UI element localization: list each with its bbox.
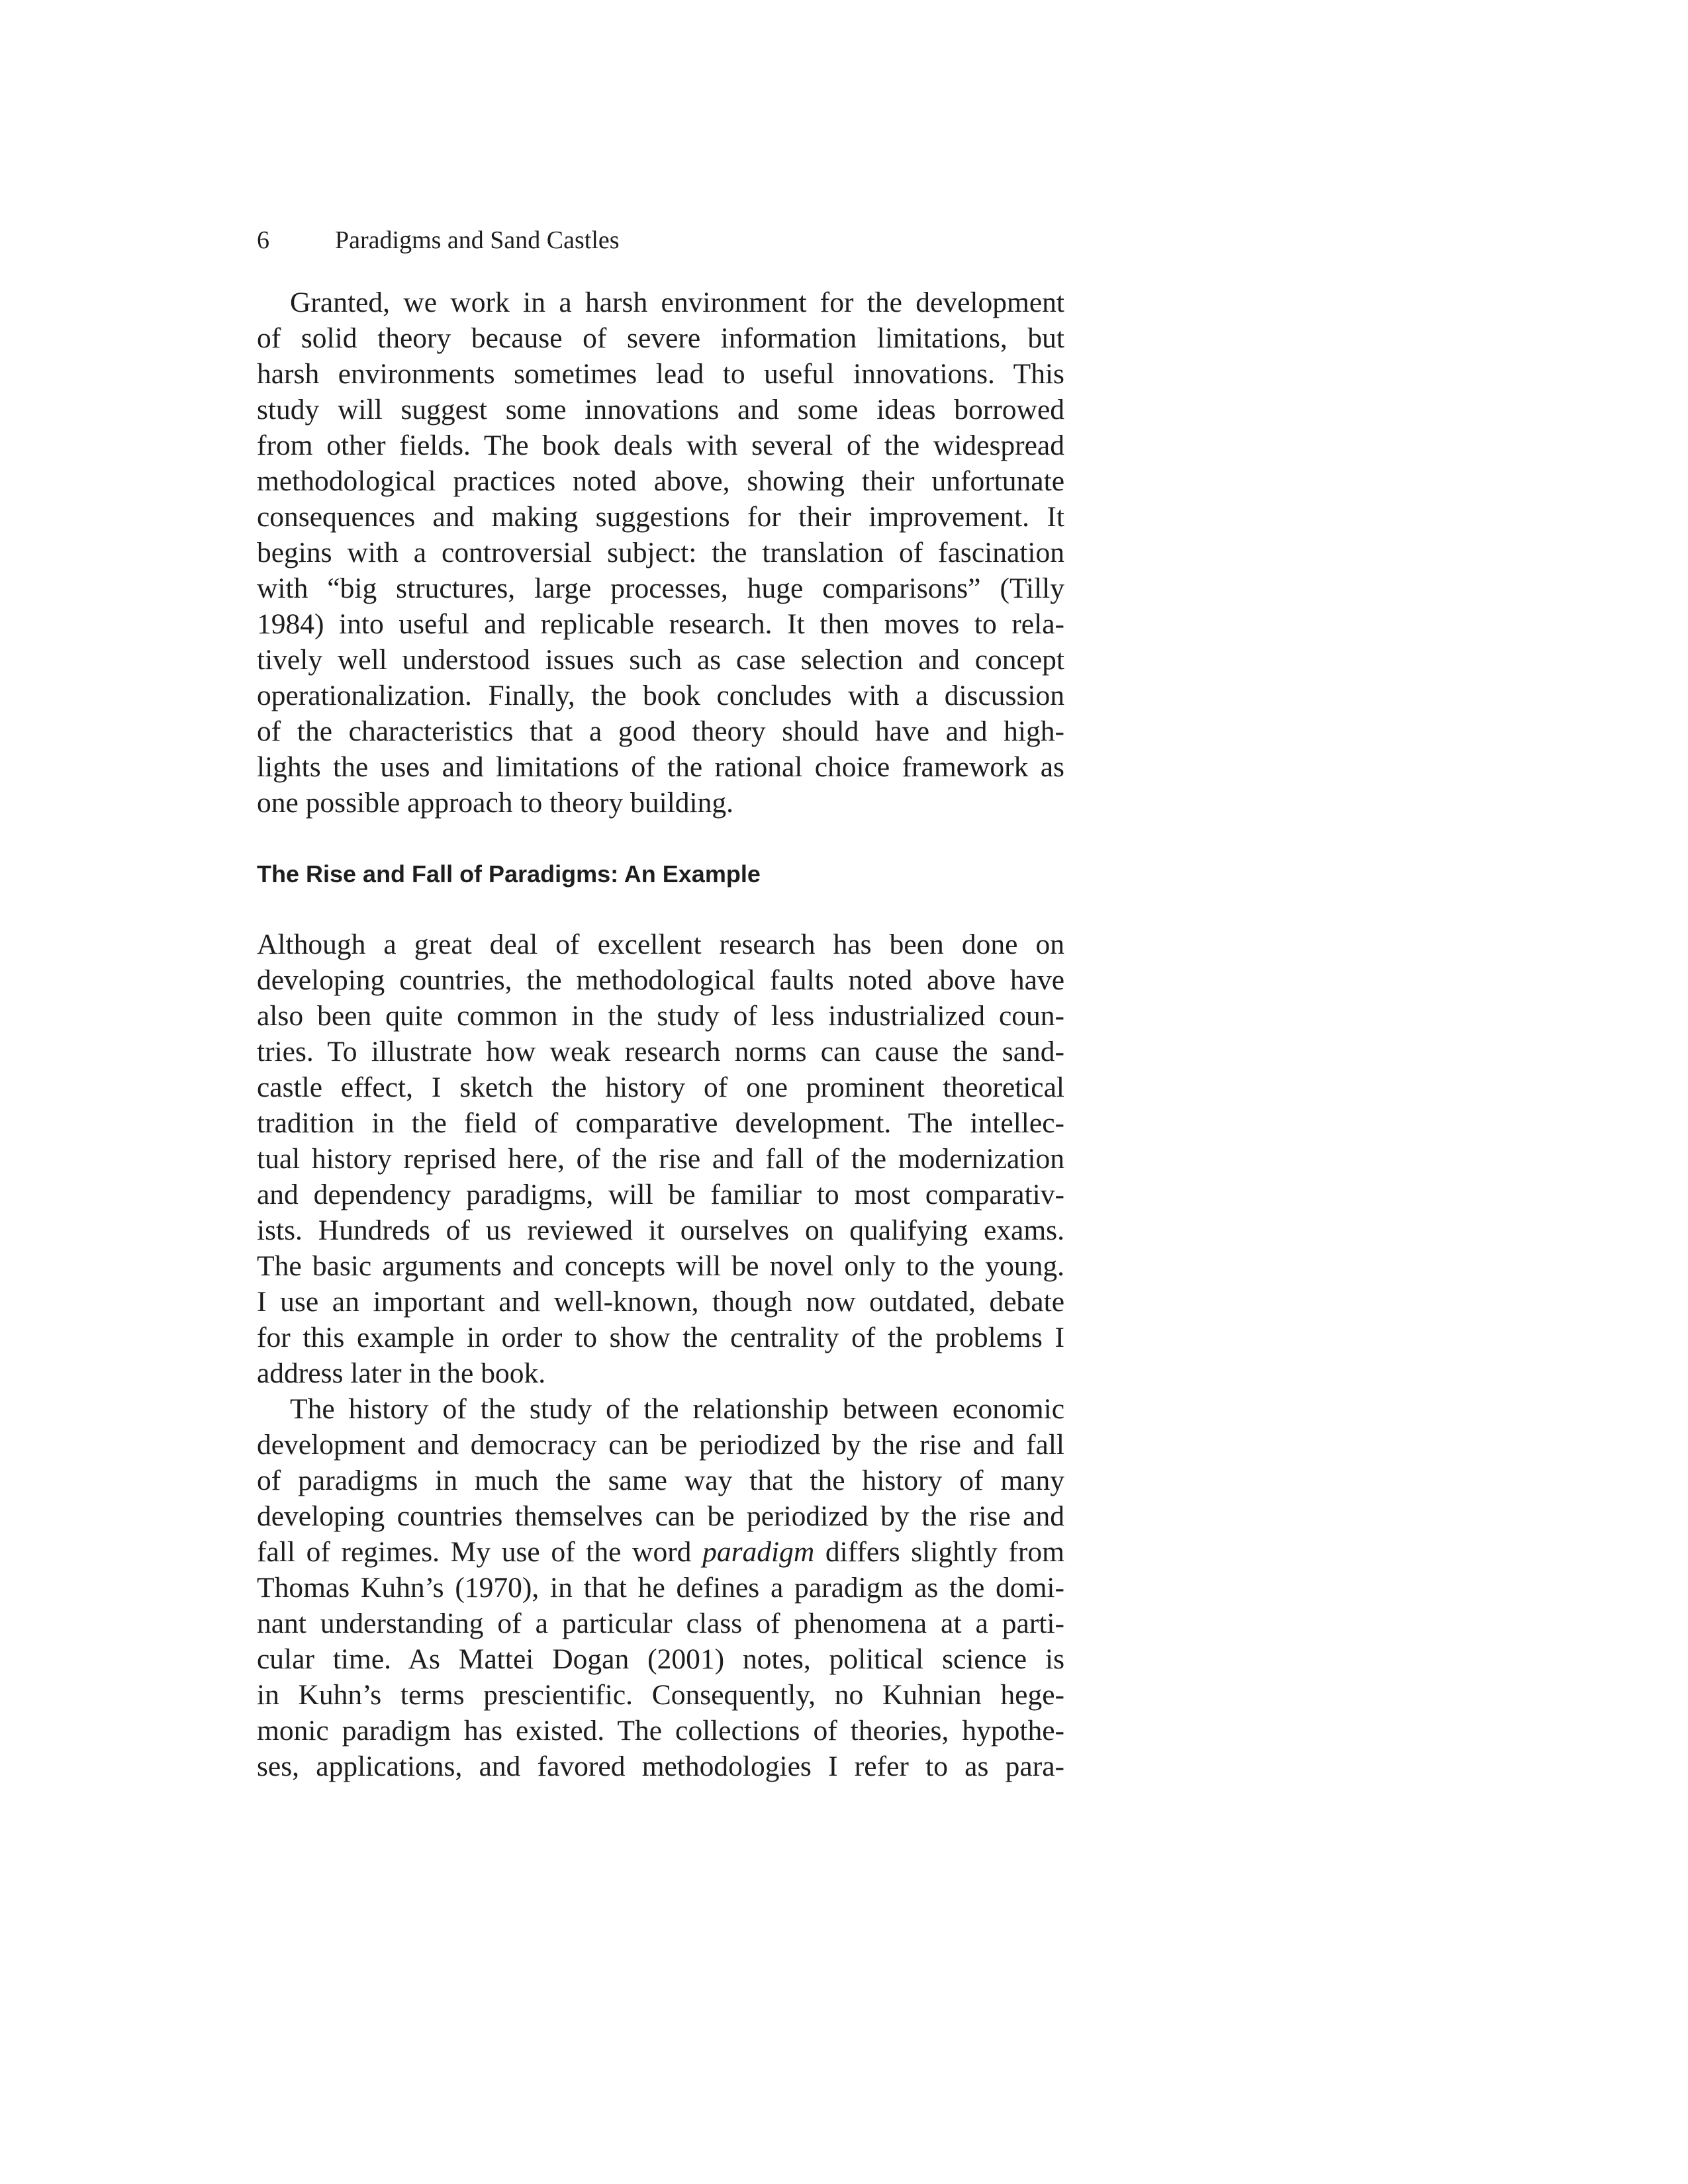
text-line: with “big structures, large processes, huge comparisons” (Tilly: [257, 572, 1064, 604]
text-line: harsh environments sometimes lead to useful innovations. This: [257, 358, 1064, 390]
text-line: tries. To illustrate how weak research norms can cause the sand-: [257, 1036, 1064, 1068]
text-line: in Kuhn’s terms prescientific. Consequently, no Kuhnian hege-: [257, 1679, 1064, 1711]
text-line: ists. Hundreds of us reviewed it ourselves on qualifying exams.: [257, 1214, 1064, 1246]
text-line: I use an important and well-known, though now outdated, debate: [257, 1286, 1064, 1318]
text-line: begins with a controversial subject: the translation of fascination: [257, 537, 1064, 569]
text-line: development and democracy can be periodized by the rise and fall: [257, 1429, 1064, 1461]
running-head: [257, 222, 1064, 258]
text-line: 1984) into useful and replicable research. It then moves to rela-: [257, 608, 1064, 640]
text-block: [257, 285, 1064, 1784]
paragraph-3: [257, 1391, 1064, 1784]
section-heading: The Rise and Fall of Paradigms: An Example: [257, 860, 761, 887]
text-line: of solid theory because of severe information limitations, but: [257, 322, 1064, 354]
text-line: cular time. As Mattei Dogan (2001) notes, political science is: [257, 1643, 1064, 1675]
paragraph-1: [257, 285, 1064, 821]
running-head-title: Paradigms and Sand Castles: [335, 226, 620, 254]
text-line: consequences and making suggestions for their improvement. It: [257, 501, 1064, 533]
text-line: from other fields. The book deals with several of the widespread: [257, 430, 1064, 461]
text-line: and dependency paradigms, will be familiar to most comparativ-: [257, 1179, 1064, 1210]
text-line: The basic arguments and concepts will be novel only to the young.: [257, 1250, 1064, 1282]
text-line: The history of the study of the relationship between economic: [290, 1393, 1064, 1425]
text-line: Thomas Kuhn’s (1970), in that he defines a paradigm as the domi-: [257, 1572, 1064, 1604]
text-line: for this example in order to show the centrality of the problems I: [257, 1322, 1064, 1353]
page-number: 6: [257, 226, 269, 254]
text-line: one possible approach to theory building.: [257, 787, 734, 819]
text-line: ses, applications, and favored methodologies I refer to as para-: [257, 1751, 1064, 1782]
text-line: tual history reprised here, of the rise and fall of the modernization: [257, 1143, 1064, 1175]
paragraph-2: [257, 927, 1064, 1391]
text-line: Although a great deal of excellent research has been done on: [257, 929, 1064, 960]
text-line: tively well understood issues such as case selection and concept: [257, 644, 1064, 676]
text-line: study will suggest some innovations and some ideas borrowed: [257, 394, 1064, 426]
italic-term: paradigm: [702, 1536, 815, 1568]
text-line: fall of regimes. My use of the word paradigm differs slightly from: [257, 1536, 1064, 1568]
text-line: developing countries, the methodological faults noted above have: [257, 964, 1064, 996]
text-line: of the characteristics that a good theory should have and high-: [257, 715, 1064, 747]
text-line: Granted, we work in a harsh environment for the development: [290, 287, 1064, 318]
text-line: lights the uses and limitations of the rational choice framework as: [257, 751, 1064, 783]
text-line: address later in the book.: [257, 1357, 546, 1389]
text-line: monic paradigm has existed. The collections of theories, hypothe-: [257, 1715, 1064, 1747]
text-line: methodological practices noted above, showing their unfortunate: [257, 465, 1064, 497]
text-line: tradition in the field of comparative development. The intellec-: [257, 1107, 1064, 1139]
text-line: also been quite common in the study of less industrialized coun-: [257, 1000, 1064, 1032]
text-line: of paradigms in much the same way that the history of many: [257, 1465, 1064, 1496]
text-line: castle effect, I sketch the history of one prominent theoretical: [257, 1071, 1064, 1103]
text-line: developing countries themselves can be periodized by the rise and: [257, 1500, 1064, 1532]
text-line: operationalization. Finally, the book concludes with a discussion: [257, 680, 1064, 711]
text-line: nant understanding of a particular class of phenomena at a parti-: [257, 1608, 1064, 1639]
